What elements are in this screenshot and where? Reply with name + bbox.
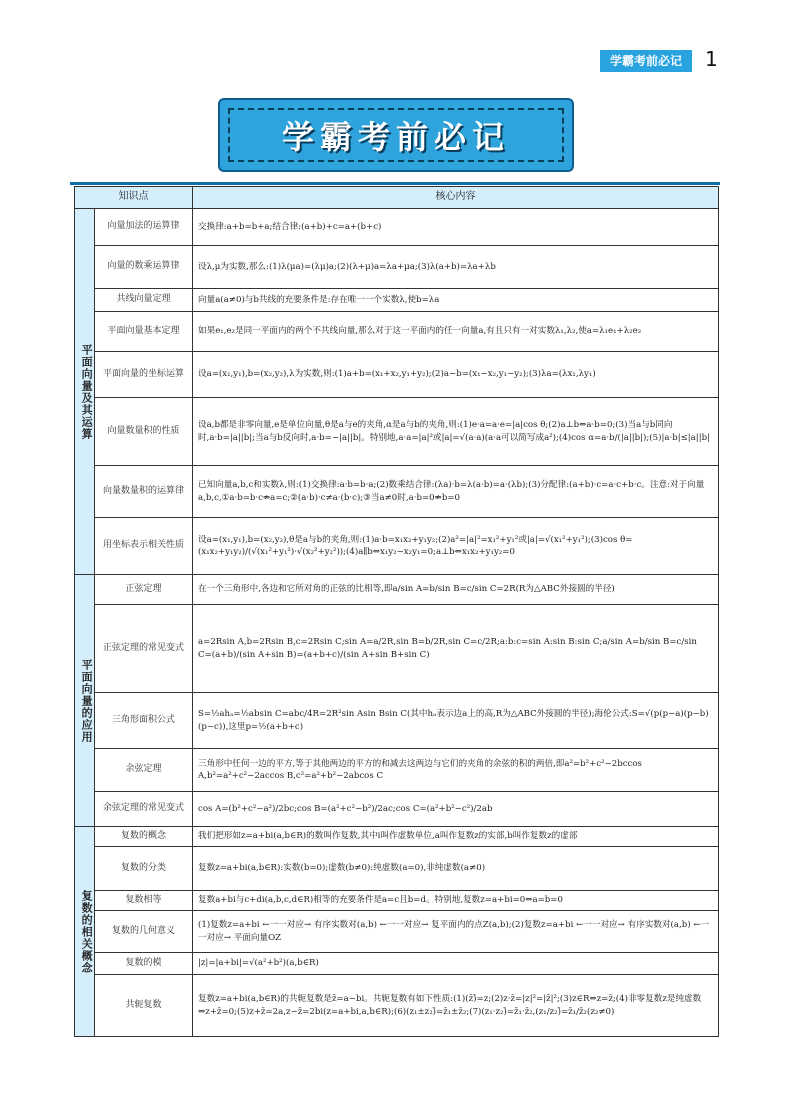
content-cell: 设a,b都是非零向量,e是单位向量,θ是a与e的夹角,α是a与b的夹角,则:(1)e·a=a·e=|a|cos θ;(2)a⊥b⇔a·b=0;(3)当a与b同向时,a·b=|a||b|;当a与b反向时,a·b=−|a||b|。特别地,a·a=|a|²或|a|=√(a·a)(a·a可以简写成a²);(4)cos α=a·b/(|a||b|);(5)|a·b|≤|a||b| [193, 398, 719, 466]
table-header-row [75, 187, 719, 209]
table-row [75, 827, 719, 847]
category-cell [75, 827, 95, 1037]
category-label: 平面向量的应用 [80, 658, 94, 743]
topic-cell: 复数的几何意义 [95, 911, 193, 953]
content-cell: a=2Rsin A,b=2Rsin B,c=2Rsin C;sin A=a/2R,sin B=b/2R,sin C=c/2R;a:b:c=sin A:sin B:sin C;a/sin A=b/sin B=c/sin C=(a+b)/(sin A+sin B)=(a+b+c)/(sin A+sin B+sin C) [193, 605, 719, 693]
content-cell: 三角形中任何一边的平方,等于其他两边的平方的和减去这两边与它们的夹角的余弦的积的两倍,即a²=b²+c²−2bccos A,b²=a²+c²−2accos B,c²=a²+b²−2abcos C [193, 749, 719, 792]
column-header-content: 核心内容 [193, 187, 719, 209]
topic-cell: 余弦定理 [95, 749, 193, 792]
table-row [75, 312, 719, 352]
topic-cell: 三角形面积公式 [95, 693, 193, 749]
topic-cell: 复数相等 [95, 891, 193, 911]
category-label: 平面向量及其运算 [80, 343, 94, 440]
content-cell: 交换律:a+b=b+a;结合律:(a+b)+c=a+(b+c) [193, 209, 719, 246]
table-row [75, 605, 719, 693]
table-row [75, 693, 719, 749]
table-row [75, 911, 719, 953]
topic-cell: 平面向量的坐标运算 [95, 352, 193, 398]
category-label: 复数的相关概念 [80, 889, 94, 974]
table-row [75, 749, 719, 792]
topic-cell: 向量加法的运算律 [95, 209, 193, 246]
content-cell: (1)复数z=a+bi ←一一对应→ 有序实数对(a,b) ←一一对应→ 复平面内的点Z(a,b);(2)复数z=a+bi ←一一对应→ 有序实数对(a,b) ←一一对应→ 平面向量OZ [193, 911, 719, 953]
content-cell: 复数z=a+bi(a,b∈R)的共轭复数是z̄=a−bi。共轭复数有如下性质:(1)(z̄)̄=z;(2)z·z̄=|z|²=|z̄|²;(3)z∈R⇔z=z̄;(4)非零复数z是纯虚数⇔z+z̄=0;(5)z+z̄=2a,z−z̄=2bi(z=a+bi,a,b∈R);(6)(z₁±z₂)̄=z̄₁±z̄₂;(7)(z₁·z₂)̄=z̄₁·z̄₂,(z₁/z₂)̄=z̄₁/z̄₂(z₂≠0) [193, 975, 719, 1037]
topic-cell: 共轭复数 [95, 975, 193, 1037]
table-row [75, 398, 719, 466]
content-cell: 设λ,μ为实数,那么:(1)λ(μa)=(λμ)a;(2)(λ+μ)a=λa+μa;(3)λ(a+b)=λa+λb [193, 246, 719, 289]
table-row [75, 975, 719, 1037]
content-cell: 复数a+bi与c+di(a,b,c,d∈R)相等的充要条件是a=c且b=d。特别地,复数z=a+bi=0⇔a=b=0 [193, 891, 719, 911]
table-row [75, 246, 719, 289]
table-row [75, 953, 719, 975]
content-cell: |z|=|a+bi|=√(a²+b²)(a,b∈R) [193, 953, 719, 975]
page-number: 1 [705, 47, 718, 71]
topic-cell: 向量数量积的性质 [95, 398, 193, 466]
topic-cell: 共线向量定理 [95, 289, 193, 312]
title-frame [228, 108, 564, 162]
content-cell: 设a=(x₁,y₁),b=(x₂,y₂),θ是a与b的夹角,则:(1)a·b=x₁x₂+y₁y₂;(2)a²=|a|²=x₁²+y₁²或|a|=√(x₁²+y₁²);(3)cos θ=(x₁x₂+y₁y₂)/(√(x₁²+y₁²)·√(x₂²+y₂²));(4)a∥b⇔x₁y₂−x₂y₁=0;a⊥b⇔x₁x₂+y₁y₂=0 [193, 518, 719, 575]
topic-cell: 正弦定理的常见变式 [95, 605, 193, 693]
topic-cell: 余弦定理的常见变式 [95, 792, 193, 827]
topic-cell: 平面向量基本定理 [95, 312, 193, 352]
table-row [75, 891, 719, 911]
content-cell: 我们把形如z=a+bi(a,b∈R)的数叫作复数,其中i叫作虚数单位,a叫作复数z的实部,b叫作复数z的虚部 [193, 827, 719, 847]
topic-cell: 正弦定理 [95, 575, 193, 605]
topic-cell: 向量的数乘运算律 [95, 246, 193, 289]
table-row [75, 289, 719, 312]
topic-cell: 复数的概念 [95, 827, 193, 847]
table-row [75, 518, 719, 575]
column-header-topic: 知识点 [75, 187, 193, 209]
content-cell: 设a=(x₁,y₁),b=(x₂,y₂),λ为实数,则:(1)a+b=(x₁+x₂,y₁+y₂);(2)a−b=(x₁−x₂,y₁−y₂);(3)λa=(λx₁,λy₁) [193, 352, 719, 398]
topic-cell: 复数的分类 [95, 847, 193, 891]
page-title-banner [218, 98, 574, 172]
category-cell [75, 209, 95, 575]
page-title: 学霸考前必记 [281, 118, 510, 156]
knowledge-table [74, 186, 719, 1037]
table-row [75, 792, 719, 827]
content-cell: S=½ahₐ=½absin C=abc/4R=2R²sin Asin Bsin C(其中hₐ表示边a上的高,R为△ABC外接圆的半径);海伦公式:S=√(p(p−a)(p−b)(p−c)),这里p=½(a+b+c) [193, 693, 719, 749]
section-badge: 学霸考前必记 [600, 50, 692, 72]
topic-cell: 复数的模 [95, 953, 193, 975]
content-cell: 已知向量a,b,c和实数λ,则:(1)交换律:a·b=b·a;(2)数乘结合律:(λa)·b=λ(a·b)=a·(λb);(3)分配律:(a+b)·c=a·c+b·c。注意:对于向量a,b,c,①a·b=b·c⇏a=c;②(a·b)·c≠a·(b·c);③当a≠0时,a·b=0⇏b=0 [193, 466, 719, 518]
table-row [75, 209, 719, 246]
table-row [75, 575, 719, 605]
table-row [75, 352, 719, 398]
category-cell [75, 575, 95, 827]
topic-cell: 向量数量积的运算律 [95, 466, 193, 518]
content-cell: 向量a(a≠0)与b共线的充要条件是:存在唯一一个实数λ,使b=λa [193, 289, 719, 312]
content-cell: 在一个三角形中,各边和它所对角的正弦的比相等,即a/sin A=b/sin B=c/sin C=2R(R为△ABC外接圆的半径) [193, 575, 719, 605]
content-cell: 如果e₁,e₂是同一平面内的两个不共线向量,那么对于这一平面内的任一向量a,有且只有一对实数λ₁,λ₂,使a=λ₁e₁+λ₂e₂ [193, 312, 719, 352]
header-divider [70, 182, 720, 185]
content-cell: 复数z=a+bi(a,b∈R):实数(b=0);虚数(b≠0):纯虚数(a=0),非纯虚数(a≠0) [193, 847, 719, 891]
topic-cell: 用坐标表示相关性质 [95, 518, 193, 575]
table-row [75, 847, 719, 891]
table-row [75, 466, 719, 518]
content-cell: cos A=(b²+c²−a²)/2bc;cos B=(a²+c²−b²)/2ac;cos C=(a²+b²−c²)/2ab [193, 792, 719, 827]
